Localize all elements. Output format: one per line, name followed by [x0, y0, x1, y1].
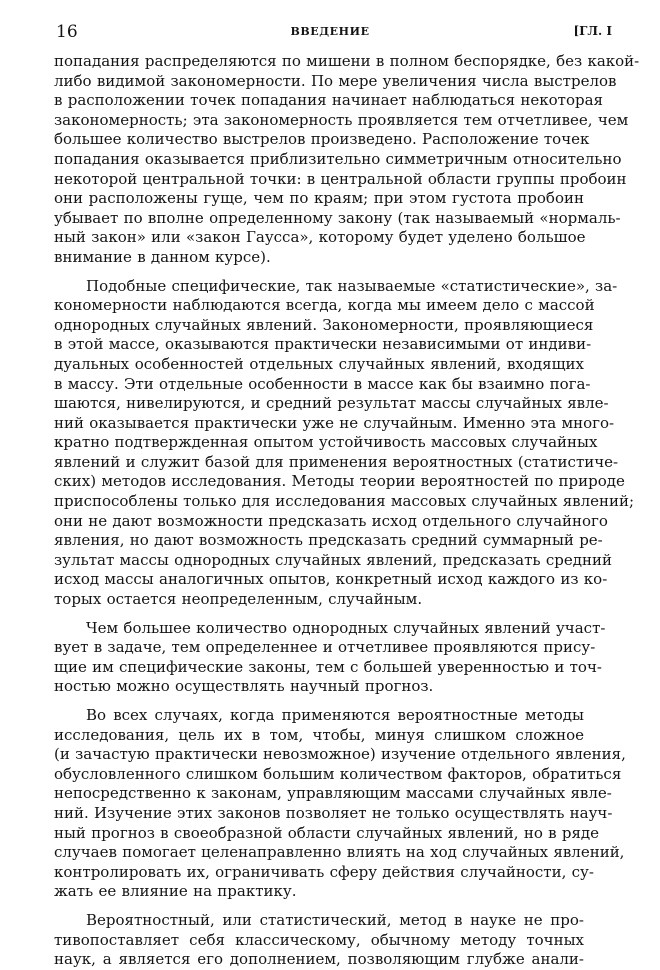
text-line: попадания оказывается приблизительно симметричным относительно [54, 149, 622, 168]
text-line: закономерность; эта закономерность проявляется тем отчетливее, чем [54, 110, 629, 129]
text-line: ний. Изучение этих законов позволяет не только осуществлять науч- [54, 803, 613, 822]
text-line: Чем большее количество однородных случайных явлений участ- [86, 618, 606, 637]
text-line: кратно подтвержденная опытом устойчивость массовых случайных [54, 433, 598, 452]
text-line: контролировать их, ограничивать сферу действия случайности, су- [54, 862, 594, 881]
text-line: убывает по вполне определенному закону (так называемый «нормаль- [54, 208, 621, 227]
text-line: наук, а является его дополнением, позволяющим глубже анали- [54, 950, 584, 969]
text-line: внимание в данном курсе). [54, 247, 271, 266]
text-line: однородных случайных явлений. Закономерности, проявляющиеся [54, 315, 594, 334]
text-line: исход массы аналогичных опытов, конкретный исход каждого из ко- [54, 570, 608, 589]
text-line: шаются, нивелируются, и средний результат массы случайных явле- [54, 394, 609, 413]
text-line: зультат массы однородных случайных явлений, предсказать средний [54, 550, 612, 569]
text-line: явлений и служит базой для применения вероятностных (статистиче- [54, 452, 619, 471]
text-line: приспособлены только для исследования массовых случайных явлений; [54, 492, 635, 511]
paragraph [54, 618, 606, 697]
text-line: щие им специфические законы, тем с большей уверенностью и точ- [54, 657, 602, 676]
text-line: в этой массе, оказываются практически независимыми от индиви- [54, 335, 592, 354]
text-line: Подобные специфические, так называемые «статистические», за- [86, 276, 618, 295]
text-line: в массу. Эти отдельные особенности в массе как бы взаимно пога- [54, 374, 591, 393]
text-line: Во всех случаях, когда применяются вероятностные методы [86, 706, 584, 724]
text-line: (и зачастую практически невозможное) изучение отдельного явления, [54, 745, 626, 764]
text-line: обусловленного слишком большим количеством факторов, обратиться [54, 764, 622, 783]
text-line: дуальных особенностей отдельных случайных явлений, входящих [54, 354, 584, 373]
text-line: они расположены гуще, чем по краям; при этом густота пробоин [54, 189, 584, 208]
text-line: исследования, цель их в том, чтобы, минуя слишком сложное [54, 725, 584, 744]
text-line: случаев помогает целенаправленно влиять на ход случайных явлений, [54, 843, 625, 862]
text-line: ний оказывается практически уже не случайным. Именно эта много- [54, 413, 615, 432]
text-line: некоторой центральной точки: в центральной области группы пробоин [54, 169, 627, 188]
text-line: ный закон» или «закон Гаусса», которому будет уделено большое [54, 228, 586, 247]
text-line: большее количество выстрелов произведено. Расположение точек [54, 130, 590, 149]
running-header [40, 22, 620, 42]
text-body [54, 52, 640, 970]
page-number: 16 [56, 22, 78, 42]
paragraph [54, 52, 640, 268]
text-line: торых остается неопределенным, случайным. [54, 590, 423, 609]
text-line: ный прогноз в своеобразной области случайных явлений, но в ряде [54, 823, 600, 842]
paragraph [54, 911, 584, 970]
text-line: в расположении точек попадания начинает наблюдаться некоторая [54, 91, 604, 110]
text-line: ских) методов исследования. Методы теории вероятностей по природе [54, 472, 625, 491]
text-line: тивопоставляет себя классическому, обычному методу точных [54, 930, 584, 949]
text-line: они не дают возможности предсказать исход отдельного случайного [54, 511, 608, 530]
paragraph [54, 706, 626, 902]
text-line: вует в задаче, тем определеннее и отчетливее проявляются прису- [54, 638, 596, 657]
text-line: попадания распределяются по мишени в полном беспорядке, без какой- [54, 52, 640, 70]
chapter-reference: [ГЛ. I [573, 24, 612, 38]
text-line: жать ее влияние на практику. [54, 882, 297, 901]
text-line: кономерности наблюдаются всегда, когда мы имеем дело с массой [54, 296, 595, 315]
text-line: ностью можно осуществлять научный прогноз. [54, 677, 434, 696]
paragraph [54, 276, 635, 610]
text-line: Вероятностный, или статистический, метод в науке не про- [86, 910, 584, 929]
chapter-title: ВВЕДЕНИЕ [290, 25, 370, 38]
text-line: явления, но дают возможность предсказать средний суммарный ре- [54, 531, 603, 550]
text-line: либо видимой закономерности. По мере увеличения числа выстрелов [54, 71, 617, 90]
text-line: непосредственно к законам, управляющим массами случайных явле- [54, 784, 612, 803]
